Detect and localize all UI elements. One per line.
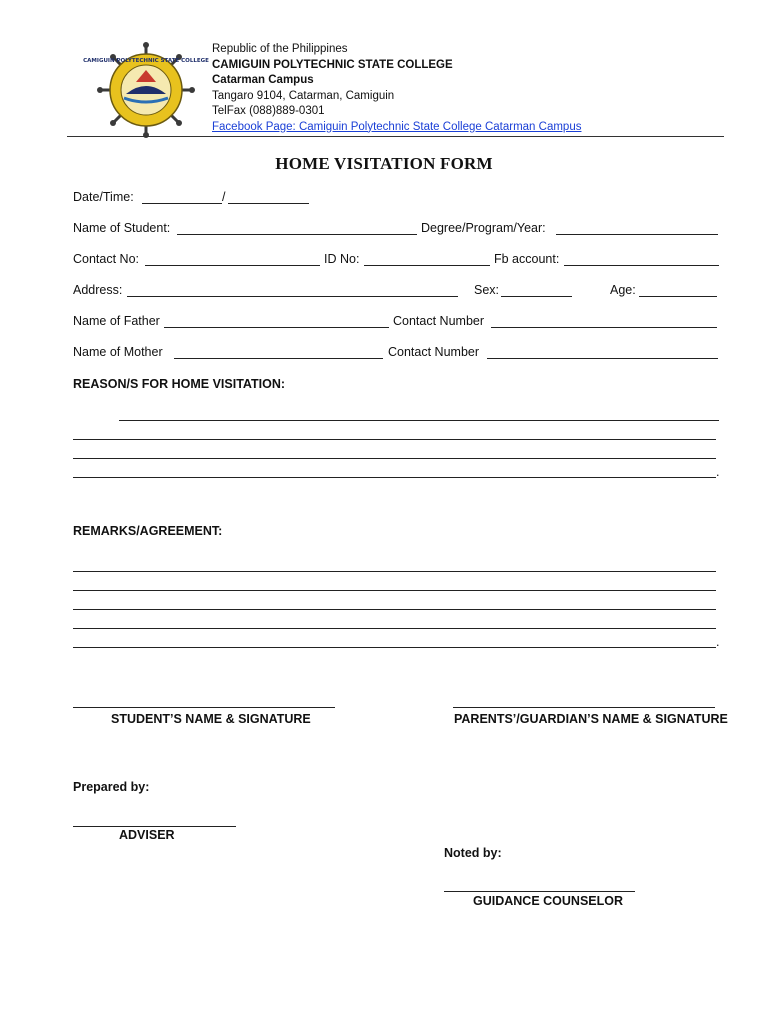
- header-campus: Catarman Campus: [212, 74, 314, 86]
- parent-signature-label: PARENTS’/GUARDIAN’S NAME & SIGNATURE: [454, 712, 728, 726]
- remarks-period: .: [716, 635, 720, 649]
- mother-contact-field[interactable]: [487, 358, 718, 359]
- date-separator: /: [222, 190, 226, 204]
- fb-account-field[interactable]: [564, 265, 719, 266]
- remarks-line-3[interactable]: [73, 609, 716, 610]
- mother-name-field[interactable]: [174, 358, 383, 359]
- name-of-father-label: Name of Father: [73, 314, 160, 328]
- logo-text: CAMIGUIN POLYTECHNIC STATE COLLEGE: [83, 58, 209, 64]
- reason-line-4[interactable]: [73, 477, 716, 478]
- contact-no-field[interactable]: [145, 265, 320, 266]
- age-label: Age:: [610, 283, 636, 297]
- adviser-label: ADVISER: [119, 828, 175, 842]
- reason-line-3[interactable]: [73, 458, 716, 459]
- time-field[interactable]: [228, 203, 309, 204]
- fb-account-label: Fb account:: [494, 252, 560, 266]
- remarks-heading: REMARKS/AGREEMENT:: [73, 524, 223, 538]
- sex-field[interactable]: [501, 296, 572, 297]
- counselor-signature-line[interactable]: [444, 891, 635, 892]
- date-field[interactable]: [142, 203, 222, 204]
- student-signature-line[interactable]: [73, 707, 335, 708]
- remarks-line-5[interactable]: [73, 647, 716, 648]
- address-field[interactable]: [127, 296, 458, 297]
- header-address: Tangaro 9104, Catarman, Camiguin: [212, 89, 395, 102]
- name-of-mother-label: Name of Mother: [73, 345, 163, 359]
- remarks-line-1[interactable]: [73, 571, 716, 572]
- address-label: Address:: [73, 283, 123, 297]
- prepared-by-label: Prepared by:: [73, 780, 150, 794]
- id-no-field[interactable]: [364, 265, 490, 266]
- remarks-line-4[interactable]: [73, 628, 716, 629]
- father-contact-label: Contact Number: [393, 314, 485, 328]
- name-of-student-label: Name of Student:: [73, 221, 171, 235]
- college-logo: [83, 42, 209, 138]
- reason-line-2[interactable]: [73, 439, 716, 440]
- date-time-label: Date/Time:: [73, 190, 134, 204]
- noted-by-label: Noted by:: [444, 846, 502, 860]
- header-republic: Republic of the Philippines: [212, 43, 348, 55]
- degree-program-year-label: Degree/Program/Year:: [421, 221, 546, 235]
- header-college-name: CAMIGUIN POLYTECHNIC STATE COLLEGE: [212, 58, 453, 71]
- id-no-label: ID No:: [324, 252, 360, 266]
- age-field[interactable]: [639, 296, 717, 297]
- father-contact-field[interactable]: [491, 327, 717, 328]
- facebook-link[interactable]: Facebook Page: Camiguin Polytechnic State College Catarman Campus: [212, 120, 582, 133]
- sex-label: Sex:: [474, 283, 500, 297]
- student-name-field[interactable]: [177, 234, 417, 235]
- degree-field[interactable]: [556, 234, 718, 235]
- father-name-field[interactable]: [164, 327, 389, 328]
- reasons-heading: REASON/S FOR HOME VISITATION:: [73, 377, 286, 391]
- mother-contact-label: Contact Number: [388, 345, 480, 359]
- contact-no-label: Contact No:: [73, 252, 140, 266]
- form-title: HOME VISITATION FORM: [275, 154, 493, 173]
- student-signature-label: STUDENT’S NAME & SIGNATURE: [111, 712, 311, 726]
- remarks-line-2[interactable]: [73, 590, 716, 591]
- header-telfax: TelFax (088)889-0301: [212, 105, 325, 117]
- reason-line-1[interactable]: [119, 420, 719, 421]
- reason-period: .: [716, 465, 720, 479]
- parent-signature-line[interactable]: [453, 707, 715, 708]
- header-divider: [67, 136, 724, 137]
- guidance-counselor-label: GUIDANCE COUNSELOR: [473, 894, 624, 908]
- adviser-signature-line[interactable]: [73, 826, 236, 827]
